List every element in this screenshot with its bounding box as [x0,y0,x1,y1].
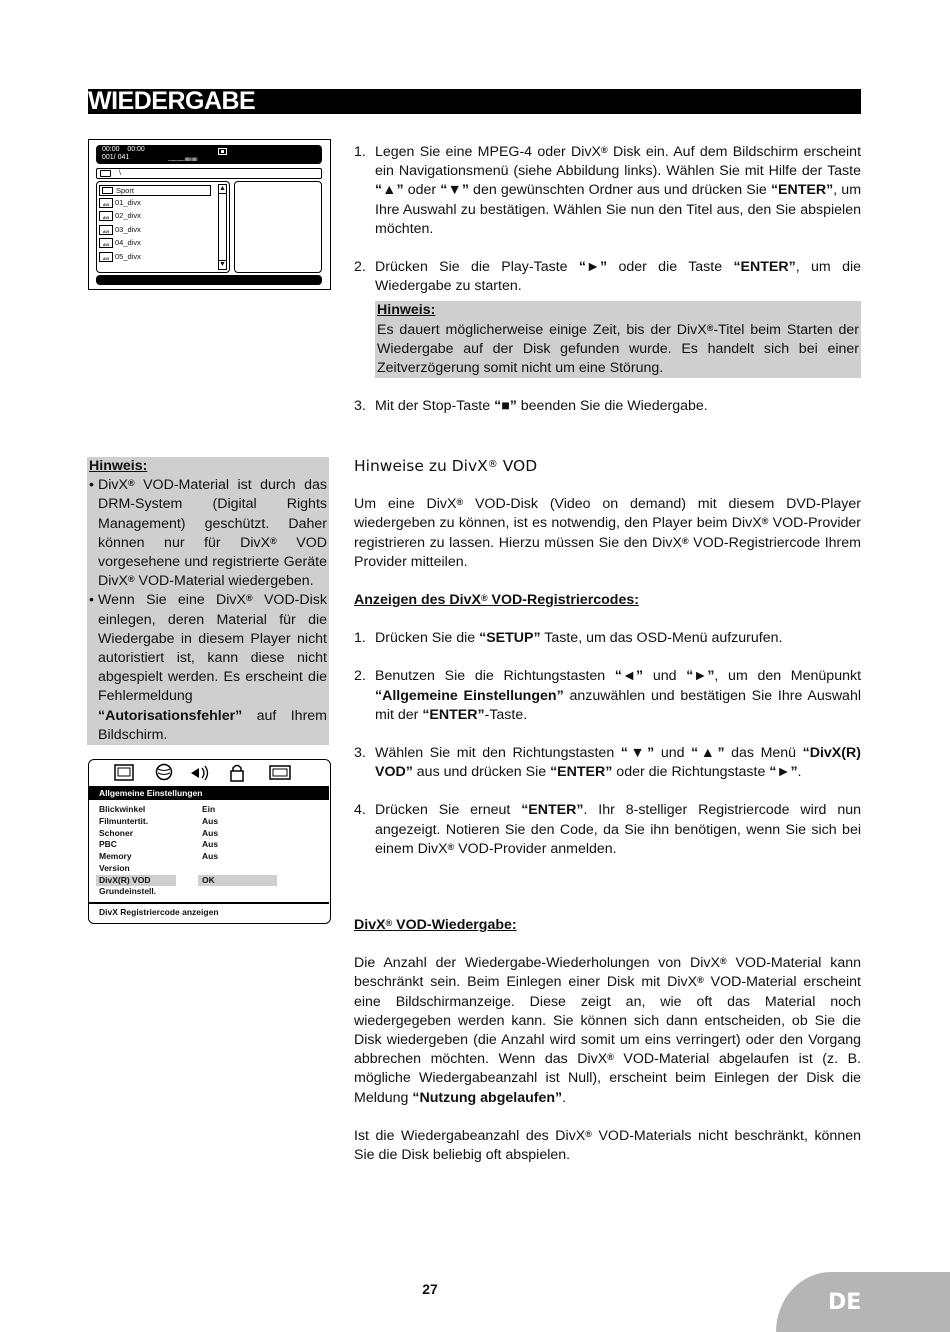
step-text [375,744,861,782]
note-title: Hinweis: [89,458,148,474]
reg-mark: ® [487,459,498,470]
text: . Ihr 8-stelliger Registriercode wird nun angezeigt. Notieren Sie den Code, da Sie ihn benötigen, wenn Sie sich bei einem DivX [375,802,861,857]
setup-menu-illustration [88,759,331,924]
reg-mark: ® [385,918,393,929]
text: auf Ihrem Bildschirm. [98,707,327,743]
list-item-folder[interactable] [99,185,211,196]
text: Drücken Sie die Play-Taste [375,259,579,276]
setup-icons [113,763,313,783]
setup-menu-list [89,800,329,903]
key-left: “◄” [614,668,644,685]
steps-playback [354,143,861,416]
setup-menu-footer: DivX Registriercode anzeigen [99,907,219,917]
text: VOD-Material abgelaufen ist (z. B. mögliche Wiedergabeanzahl ist Null), erscheint beim Einlegen der Disk die Meldung [354,1051,861,1106]
key-enter: “ENTER” [422,706,485,723]
reg-mark: ® [447,841,455,852]
message-expired: “Nutzung abgelaufen” [412,1089,563,1106]
folder-icon [102,187,113,194]
scrollbar[interactable] [218,184,227,270]
setup-menu-header: Allgemeine Einstellungen [89,786,329,800]
text: -Titel beim Starten der Wiedergabe auf der Disk gefunden wurde. Es handelt sich bei einer Zeitverzögerung somit nicht um eine Störung. [377,321,859,377]
time-right: 00:00 [127,146,145,153]
reg-mark: ® [246,593,253,604]
folder-icon [100,170,111,177]
text: VOD-Materials nicht beschränkt, können Sie die Disk beliebig oft abspielen. [354,1127,861,1164]
section-heading [354,457,861,476]
text: VOD-Material kann beschränkt sein. Beim Einlegen einer Disk mit DivX [354,955,862,991]
menu-value: Aus [202,816,219,826]
step-2 [354,258,861,296]
key-enter: “ENTER” [550,764,613,781]
speaker-icon [191,766,208,780]
text: -Taste. [484,706,528,723]
playback-paragraph-1 [354,954,861,1108]
step-text [375,397,861,416]
status-bar [96,145,322,164]
text: Um eine DivX [354,496,457,513]
avi-file-icon: AVI [99,225,113,235]
reg-mark: ® [456,497,464,508]
menu-name: “Allgemeine Einstellungen” [375,687,564,704]
reg-mark: ® [127,574,135,585]
page-title-text: WIEDERGABE [88,87,256,115]
reg-mark: ® [127,478,135,489]
list-item[interactable] [99,237,141,249]
text: aus und drücken Sie [412,764,551,781]
menu-item[interactable]: Blickwinkel [99,804,146,814]
text: VOD-Disk (Video on demand) mit diesem DVD-Player wiedergeben zu können, ist es notwendig, den Player beim DivX [354,496,861,532]
step-number: 4. [354,802,366,819]
menu-item[interactable]: Filmuntertit. [99,816,149,826]
note-box [375,301,861,378]
key-enter: “ENTER” [770,182,834,199]
reg-mark: ® [607,1052,614,1063]
list-item[interactable] [99,251,141,263]
text: VOD-Material erscheint eine Bildschirmanzeige. Diese zeigt an, wie oft das Material noch wiedergegeben werden kann. Sie können sich dann entscheiden, ob Sie die Disk wiedergeben (die Anzahl wird somit um eins verringert) oder den Vorgang abbrechen möchten. Wenn das DivX [354,974,861,1068]
text: oder die Taste [607,259,734,276]
drm-note-box [87,457,329,745]
text: . [797,764,802,781]
menu-item[interactable]: Memory [99,851,132,861]
avi-file-icon: AVI [99,198,113,208]
scroll-down-icon[interactable]: ▼ [219,261,226,268]
scroll-up-icon[interactable]: ▲ [219,185,226,192]
disc-icon [157,765,172,780]
menu-value: Aus [202,828,219,838]
menu-item[interactable]: Schoner [99,828,134,838]
text: VOD-Wiedergabe: [392,917,517,934]
text: , um Ihre Auswahl zu bestätigen. Wählen Sie nun den Titel aus, den Sie abspielen möchten. [375,182,862,237]
track-counter: 001/ 041 [102,154,130,161]
menu-name: “DivX(R) VOD” [375,745,861,781]
folder-label: Sport [116,186,134,195]
text: anzuwählen und bestätigen Sie Ihre Auswahl mit der [375,687,861,723]
file-list [96,181,230,273]
bottom-bar [96,275,322,285]
text: VOD-Provider anmelden. [454,840,617,857]
page-number: 27 [422,1281,438,1297]
text: und [643,668,687,685]
text: oder die Richtungstaste [612,764,770,781]
text: VOD [497,457,538,475]
text: Legen Sie eine MPEG-4 oder DivX [375,144,602,160]
divider [89,902,329,904]
list-item[interactable] [99,224,141,236]
text: Disk ein. Auf dem Bildschirm erscheint ein Navigationsmenü (siehe Abbildung links). Wählen Sie mit Hilfe der Taste [375,144,862,180]
key-right: “►” [769,764,798,781]
menu-item[interactable]: PBC [99,839,117,849]
reg-mark: ® [585,1128,592,1139]
step-text [375,258,861,296]
step-number: 1. [354,630,366,647]
key-up: “▲” [375,182,404,199]
text: Ist die Wiedergabeanzahl des DivX [354,1127,586,1144]
subheading-playback [354,916,861,935]
file-name: 03_divx [115,225,141,234]
text: Es dauert möglicherweise einige Zeit, bis der DivX [377,321,707,338]
text: oder [403,182,441,199]
key-enter: “ENTER” [733,259,796,276]
text: das Menü [724,745,803,762]
key-down: “▼” [620,745,655,762]
step-3 [354,397,861,416]
reg-mark: ® [719,956,727,967]
reg-step-4 [354,801,861,859]
text: VOD vorgesehene und registrierte Geräte DivX [98,534,328,590]
text: VOD-Disk einlegen, deren Material für die Wiedergabe in diesem Player nicht autoristiert ist, kann diese nicht abgespielt werden. Es erscheint die Fehlermeldung [98,592,327,705]
bullet-2 [89,591,327,745]
reg-step-3 [354,744,861,782]
step-text [375,801,861,859]
text: Wenn Sie eine DivX [98,592,246,609]
reg-mark: ® [761,516,769,527]
key-up: “▲” [691,745,725,762]
reg-mark: ® [480,593,488,604]
key-down: “▼” [440,182,469,199]
navigation-menu-illustration [88,139,331,290]
reg-mark: ® [601,145,608,155]
path-text: \ [119,170,121,177]
reg-mark: ® [697,975,704,986]
file-name: 02_divx [115,211,141,220]
text: Anzeigen des DivX [354,592,481,609]
text: Wählen Sie mit den Richtungstasten [375,745,621,762]
text: VOD-Material wiedergeben. [134,573,314,590]
step-text [375,667,861,725]
key-setup: “SETUP” [479,630,541,647]
subheading-registration [354,591,861,610]
text: DivX [354,917,386,934]
text: VOD-Registriercodes: [487,592,639,609]
step-number: 3. [354,398,366,415]
progress-dots: ..............ııııııııııı [168,157,198,163]
menu-value-ok: OK [202,875,215,885]
key-stop: “■” [494,398,517,415]
page-title [88,89,861,114]
key-right: “►” [686,668,715,685]
path-bar [96,168,322,179]
key-play: “►” [578,259,608,276]
text: Die Anzahl der Wiedergabe-Wiederholungen von DivX [354,955,720,972]
text: Drücken Sie die [375,630,480,647]
avi-file-icon: AVI [99,252,113,262]
monitor-icon [115,765,133,780]
stop-icon [218,148,227,155]
text: , um den Menüpunkt [714,668,862,685]
step-number: 2. [354,668,366,685]
list-item[interactable] [99,210,141,222]
step-1 [354,143,861,239]
text: VOD-Provider registrieren zu lassen. Hierzu müssen Sie den DivX [354,515,861,551]
text: Mit der Stop-Taste [375,398,495,415]
reg-step-1 [354,629,861,648]
note-text [377,321,859,379]
reg-step-2 [354,667,861,725]
intro-paragraph [354,495,861,572]
file-name: 05_divx [115,252,141,261]
text: Drücken Sie erneut [375,802,522,819]
file-name: 01_divx [115,198,141,207]
reg-mark: ® [706,322,714,333]
menu-value: Aus [202,851,219,861]
playback-paragraph-2 [354,1127,861,1165]
text: den gewünschten Ordner aus und drücken Sie [468,182,771,199]
step-text [375,143,861,239]
text: Benutzen Sie die Richtungstasten [375,668,615,685]
bullet-text [98,476,327,591]
menu-item[interactable]: Grundeinstell. [99,886,157,896]
step-number: 2. [354,259,366,276]
note-title: Hinweis: [377,302,436,319]
step-number: 1. [354,144,366,160]
reg-mark: ® [681,535,689,546]
error-message: “Autorisationsfehler” [98,707,243,724]
step-number: 3. [354,745,366,762]
language-tab [776,1272,950,1332]
menu-item[interactable]: Version [99,863,130,873]
avi-file-icon: AVI [99,238,113,248]
text: Hinweise zu DivX [354,457,488,475]
reg-mark: ® [270,535,277,546]
menu-item-divx-vod[interactable]: DivX(R) VOD [99,875,151,885]
setup-icon-bar [113,763,313,783]
avi-file-icon: AVI [99,211,113,221]
lock-icon [231,766,243,782]
bullet-dot: • [89,477,94,494]
text: Taste, um das OSD-Menü aufzurufen. [540,630,783,647]
time-left: 00:00 [102,146,120,153]
text: VOD-Registriercode Ihrem Provider mitteilen. [354,534,861,570]
menu-value: Aus [202,839,219,849]
menu-value: Ein [202,804,216,814]
preview-panel [234,181,322,273]
tv-icon [270,766,290,779]
file-name: 04_divx [115,238,141,247]
step-text [375,629,861,648]
text: beenden Sie die Wiedergabe. [516,398,708,415]
text: DivX [98,477,128,494]
text: . [562,1089,567,1106]
bullet-text [98,591,327,745]
list-item[interactable] [99,197,141,209]
bullet-dot: • [89,592,94,609]
divx-vod-section [354,457,861,1165]
language-tab-label: DE [828,1290,862,1315]
key-enter: “ENTER” [521,802,584,819]
text: VOD-Material ist durch das DRM-System (Digital Rights Management) geschützt. Daher können nur für DivX [98,477,327,551]
text: und [654,745,692,762]
text: , um die Wiedergabe zu starten. [375,259,861,295]
bullet-1 [89,476,327,591]
